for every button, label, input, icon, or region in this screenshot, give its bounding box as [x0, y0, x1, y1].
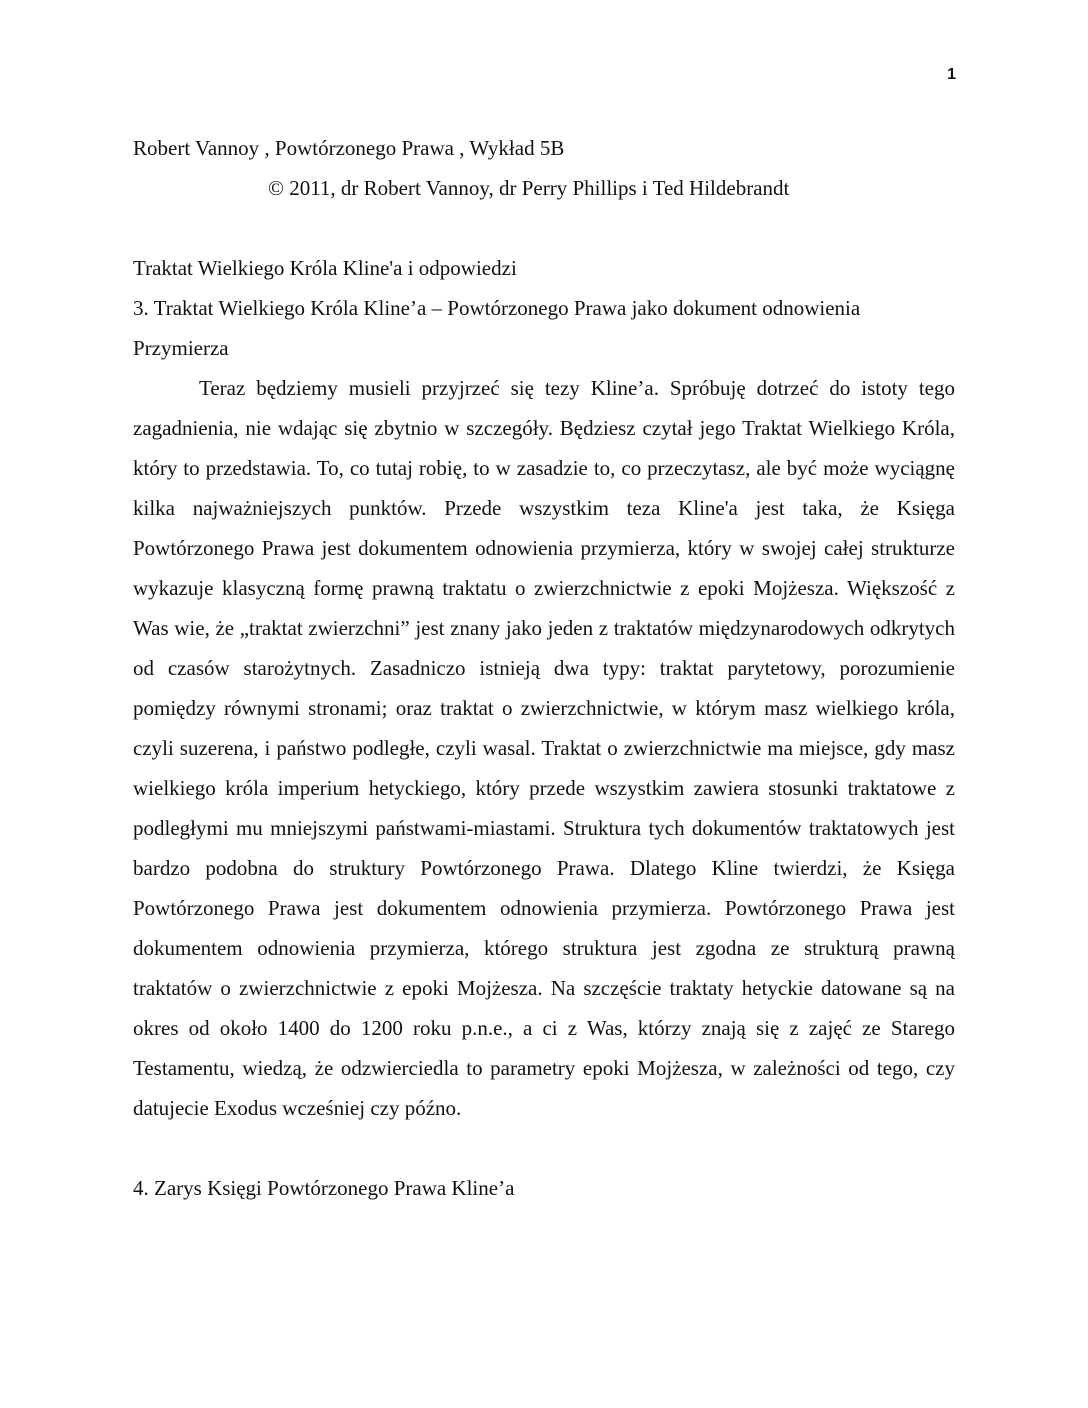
section-4-heading: 4. Zarys Księgi Powtórzonego Prawa Kline’a [133, 1176, 515, 1200]
page-number: 1 [947, 66, 956, 83]
document-subtitle: Traktat Wielkiego Króla Kline'a i odpowiedzi [133, 256, 517, 280]
spacer [133, 208, 955, 248]
section-3-heading: 3. Traktat Wielkiego Króla Kline’a – Powtórzonego Prawa jako dokument odnowienia Przymierza [133, 296, 861, 360]
section-3-paragraph: Teraz będziemy musieli przyjrzeć się tezy Kline’a. Spróbuję dotrzeć do istoty tego zagadnienia, nie wdając się zbytnio w szczegóły. Będziesz czytał jego Traktat Wielkiego Króla, który to przedstawia. To, co tutaj robię, to w zasadzie to, co przeczytasz, ale być może wyciągnę kilka najważniejszych punktów. Przede wszystkim teza Kline'a jest taka, że Księga Powtórzonego Prawa jest dokumentem odnowienia przymierza, który w swojej całej strukturze wykazuje klasyczną formę prawną traktatu o zwierzchnictwie z epoki Mojżesza. Większość z Was wie, że „traktat zwierzchni” jest znany jako jeden z traktatów międzynarodowych odkrytych od czasów starożytnych. Zasadniczo istnieją dwa typy: traktat parytetowy, porozumienie pomiędzy równymi stronami; oraz traktat o zwierzchnictwie, w którym masz wielkiego króla, czyli suzerena, i państwo podległe, czyli wasal. Traktat o zwierzchnictwie ma miejsce, gdy masz wielkiego króla imperium hetyckiego, który przede wszystkim zawiera stosunki traktatowe z podległymi mu mniejszymi państwami-miastami. Struktura tych dokumentów traktatowych jest bardzo podobna do struktury Powtórzonego Prawa. Dlatego Kline twierdzi, że Księga Powtórzonego Prawa jest dokumentem odnowienia przymierza. Powtórzonego Prawa jest dokumentem odnowienia przymierza, którego struktura jest zgodna ze strukturą prawną traktatów o zwierzchnictwie z epoki Mojżesza. Na szczęście traktaty hetyckie datowane są na okres od około 1400 do 1200 roku p.n.e., a ci z Was, którzy znają się z zajęć ze Starego Testamentu, wiedzą, że odzwierciedla to parametry epoki Mojżesza, w zależności od tego, czy datujecie Exodus wcześniej czy późno. [133, 376, 955, 1120]
copyright-line: © 2011, dr Robert Vannoy, dr Perry Phillips i Ted Hildebrandt [268, 176, 790, 200]
spacer [133, 1128, 955, 1168]
lecture-title: Robert Vannoy , Powtórzonego Prawa , Wykład 5B [133, 136, 565, 160]
document-body [133, 128, 955, 1208]
